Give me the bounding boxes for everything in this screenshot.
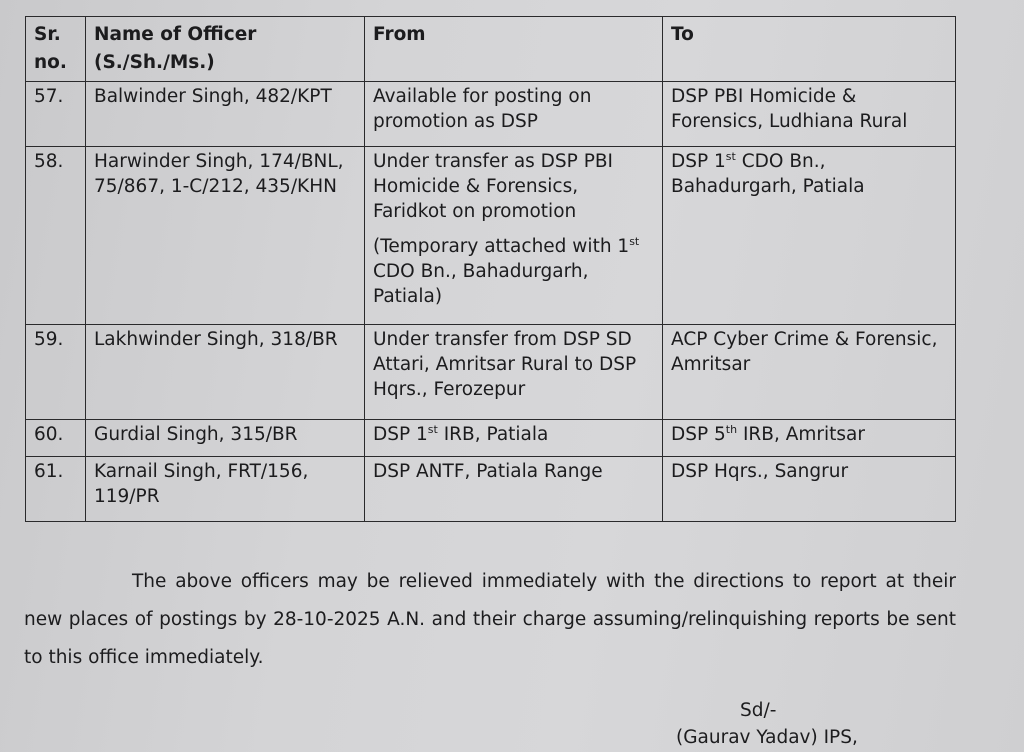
cell-officer-name: Karnail Singh, FRT/156, 119/PR [86,457,365,522]
cell-from: Available for posting on promotion as DSP [365,82,663,147]
cell-from: Under transfer as DSP PBI Homicide & Forensics, Faridkot on promotion (Temporary attached with 1st CDO Bn., Bahadurgarh, Patiala) [365,147,663,325]
postings-table [25,16,956,522]
cell-sr-no: 58. [26,147,86,325]
table-row [26,420,956,457]
cell-officer-name: Gurdial Singh, 315/BR [86,420,365,457]
cell-officer-name: Harwinder Singh, 174/BNL, 75/867, 1-C/212, 435/KHN [86,147,365,325]
cell-sr-no: 57. [26,82,86,147]
cell-to: DSP 5th IRB, Amritsar [663,420,956,457]
cell-sr-no: 61. [26,457,86,522]
cell-officer-name: Lakhwinder Singh, 318/BR [86,325,365,420]
header-to: To [663,17,956,82]
cell-to: ACP Cyber Crime & Forensic, Amritsar [663,325,956,420]
cell-officer-name: Balwinder Singh, 482/KPT [86,82,365,147]
table-row [26,147,956,325]
cell-sr-no: 60. [26,420,86,457]
header-name-of-officer: Name of Officer (S./Sh./Ms.) [86,17,365,82]
cell-from: Under transfer from DSP SD Attari, Amritsar Rural to DSP Hqrs., Ferozepur [365,325,663,420]
header-from: From [365,17,663,82]
signatory-name: (Gaurav Yadav) IPS, [676,727,858,748]
cell-sr-no: 59. [26,325,86,420]
table-row [26,457,956,522]
header-sr-no: Sr. no. [26,17,86,82]
attachment-note: (Temporary attached with 1st CDO Bn., Bahadurgarh, Patiala) [373,234,640,307]
cell-to: DSP 1st CDO Bn., Bahadurgarh, Patiala [663,147,956,325]
cell-to: DSP PBI Homicide & Forensics, Ludhiana Rural [663,82,956,147]
signature-sd: Sd/- [740,700,777,721]
cell-to: DSP Hqrs., Sangrur [663,457,956,522]
cell-from: DSP ANTF, Patiala Range [365,457,663,522]
relieving-instructions-paragraph: The above officers may be relieved immediately with the directions to report at their new places of postings by 28-10-2025 A.N. and their charge assuming/relinquishing reports be sent to this office immediately. [24,571,956,668]
cell-from: DSP 1st IRB, Patiala [365,420,663,457]
table-row [26,82,956,147]
table-header-row [26,17,956,82]
table-row [26,325,956,420]
